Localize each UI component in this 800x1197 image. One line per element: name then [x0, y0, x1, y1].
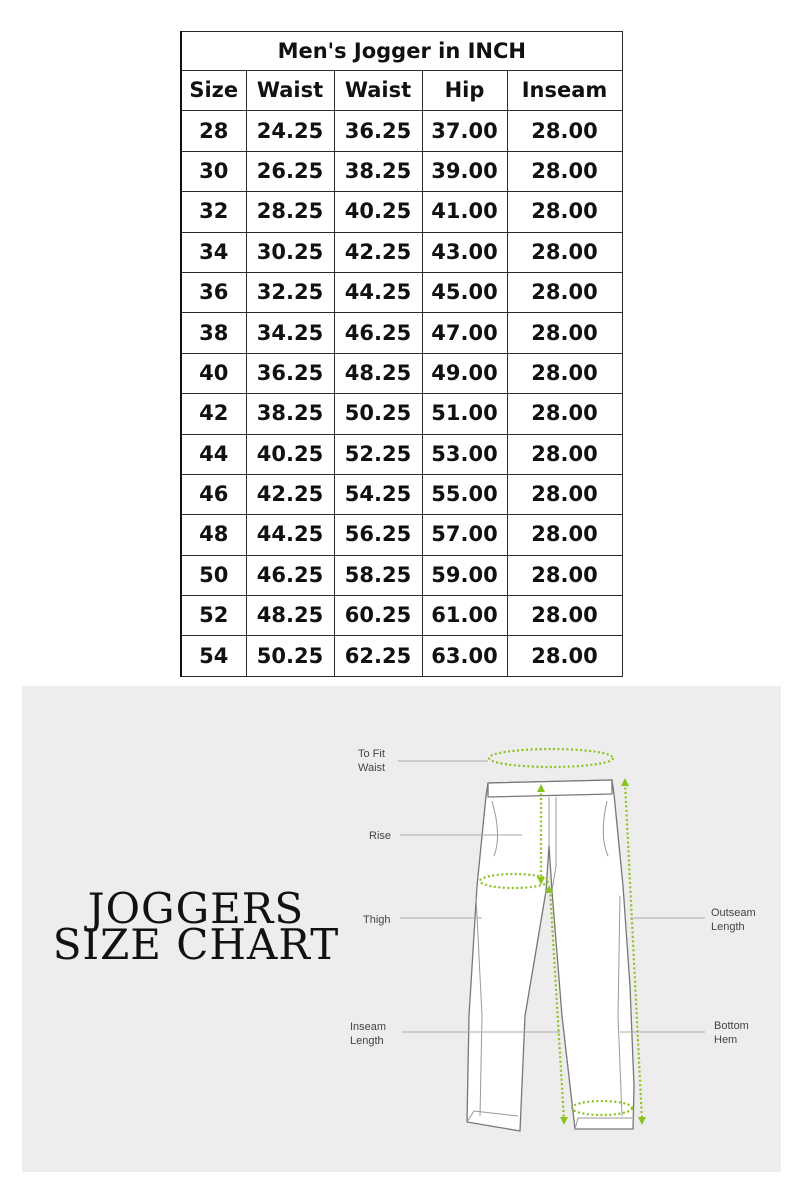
cell-hip: 53.00: [422, 434, 507, 474]
table-title-row: [181, 32, 622, 71]
table-row: [181, 313, 622, 353]
table-row: [181, 192, 622, 232]
waist-measure-ellipse: [489, 749, 613, 767]
cell-size: 28: [181, 111, 246, 151]
cell-waist: 46.25: [246, 555, 334, 595]
cell-size: 42: [181, 394, 246, 434]
table-row: [181, 636, 622, 676]
cell-inseam: 28.00: [507, 272, 622, 312]
cell-inseam: 28.00: [507, 353, 622, 393]
cell-waist-2: 60.25: [334, 596, 422, 636]
cell-size: 38: [181, 313, 246, 353]
cell-inseam: 28.00: [507, 474, 622, 514]
diagram-title-line-1: JOGGERS: [87, 884, 305, 933]
table-row: [181, 515, 622, 555]
column-header-waist-2: Waist: [334, 71, 422, 111]
table-row: [181, 111, 622, 151]
cell-size: 48: [181, 515, 246, 555]
table-title: Men's Jogger in INCH: [181, 32, 622, 71]
pants-illustration: [22, 686, 781, 1172]
cell-hip: 45.00: [422, 272, 507, 312]
cell-inseam: 28.00: [507, 515, 622, 555]
cell-inseam: 28.00: [507, 232, 622, 272]
label-inseam-length: Length: [350, 1035, 384, 1047]
cell-waist-2: 46.25: [334, 313, 422, 353]
cell-inseam: 28.00: [507, 394, 622, 434]
cell-hip: 59.00: [422, 555, 507, 595]
cell-size: 30: [181, 151, 246, 191]
table-row: [181, 272, 622, 312]
cell-hip: 57.00: [422, 515, 507, 555]
cell-waist-2: 38.25: [334, 151, 422, 191]
size-chart-table: [180, 31, 623, 677]
cell-size: 40: [181, 353, 246, 393]
cell-hip: 51.00: [422, 394, 507, 434]
label-inseam: Inseam: [350, 1021, 387, 1033]
cell-waist: 44.25: [246, 515, 334, 555]
label-rise: Rise: [369, 830, 392, 842]
cell-size: 44: [181, 434, 246, 474]
cell-inseam: 28.00: [507, 434, 622, 474]
label-to-fit: To Fit: [358, 748, 385, 760]
cell-waist-2: 58.25: [334, 555, 422, 595]
table-row: [181, 151, 622, 191]
cell-size: 52: [181, 596, 246, 636]
cell-inseam: 28.00: [507, 151, 622, 191]
cell-waist: 30.25: [246, 232, 334, 272]
cell-waist-2: 54.25: [334, 474, 422, 514]
table-row: [181, 434, 622, 474]
cell-waist: 42.25: [246, 474, 334, 514]
cell-inseam: 28.00: [507, 596, 622, 636]
table-row: [181, 232, 622, 272]
cell-size: 50: [181, 555, 246, 595]
label-thigh: Thigh: [363, 914, 391, 926]
measurement-diagram-panel: [22, 686, 781, 1172]
column-header-size: Size: [181, 71, 246, 111]
cell-inseam: 28.00: [507, 636, 622, 676]
label-hem: Hem: [714, 1034, 738, 1046]
cell-waist-2: 36.25: [334, 111, 422, 151]
cell-hip: 47.00: [422, 313, 507, 353]
cell-waist-2: 52.25: [334, 434, 422, 474]
cell-hip: 61.00: [422, 596, 507, 636]
cell-size: 54: [181, 636, 246, 676]
cell-hip: 55.00: [422, 474, 507, 514]
table-row: [181, 394, 622, 434]
cell-size: 34: [181, 232, 246, 272]
cell-waist: 32.25: [246, 272, 334, 312]
cell-size: 32: [181, 192, 246, 232]
cell-inseam: 28.00: [507, 555, 622, 595]
cell-size: 46: [181, 474, 246, 514]
cell-waist-2: 62.25: [334, 636, 422, 676]
cell-waist: 28.25: [246, 192, 334, 232]
table-row: [181, 474, 622, 514]
cell-hip: 49.00: [422, 353, 507, 393]
label-waist: Waist: [358, 762, 386, 774]
cell-waist-2: 48.25: [334, 353, 422, 393]
cell-inseam: 28.00: [507, 313, 622, 353]
table-header-row: [181, 71, 622, 111]
table-row: [181, 555, 622, 595]
label-outseam: Outseam: [711, 907, 756, 919]
table-row: [181, 596, 622, 636]
cell-inseam: 28.00: [507, 192, 622, 232]
cell-hip: 43.00: [422, 232, 507, 272]
cell-waist-2: 44.25: [334, 272, 422, 312]
cell-waist: 38.25: [246, 394, 334, 434]
cell-waist-2: 40.25: [334, 192, 422, 232]
cell-waist-2: 42.25: [334, 232, 422, 272]
cell-waist: 26.25: [246, 151, 334, 191]
cell-waist: 48.25: [246, 596, 334, 636]
column-header-waist: Waist: [246, 71, 334, 111]
cell-waist-2: 56.25: [334, 515, 422, 555]
cell-hip: 41.00: [422, 192, 507, 232]
cell-waist: 50.25: [246, 636, 334, 676]
cell-hip: 63.00: [422, 636, 507, 676]
cell-waist: 40.25: [246, 434, 334, 474]
label-outseam-length: Length: [711, 921, 745, 933]
table-row: [181, 353, 622, 393]
pants-outline: [467, 780, 634, 1131]
cell-waist: 36.25: [246, 353, 334, 393]
cell-waist-2: 50.25: [334, 394, 422, 434]
cell-size: 36: [181, 272, 246, 312]
column-header-inseam: Inseam: [507, 71, 622, 111]
column-header-hip: Hip: [422, 71, 507, 111]
diagram-title-line-2: SIZE CHART: [52, 920, 340, 969]
cell-waist: 34.25: [246, 313, 334, 353]
label-bottom: Bottom: [714, 1020, 749, 1032]
cell-inseam: 28.00: [507, 111, 622, 151]
cell-hip: 37.00: [422, 111, 507, 151]
cell-waist: 24.25: [246, 111, 334, 151]
cell-hip: 39.00: [422, 151, 507, 191]
